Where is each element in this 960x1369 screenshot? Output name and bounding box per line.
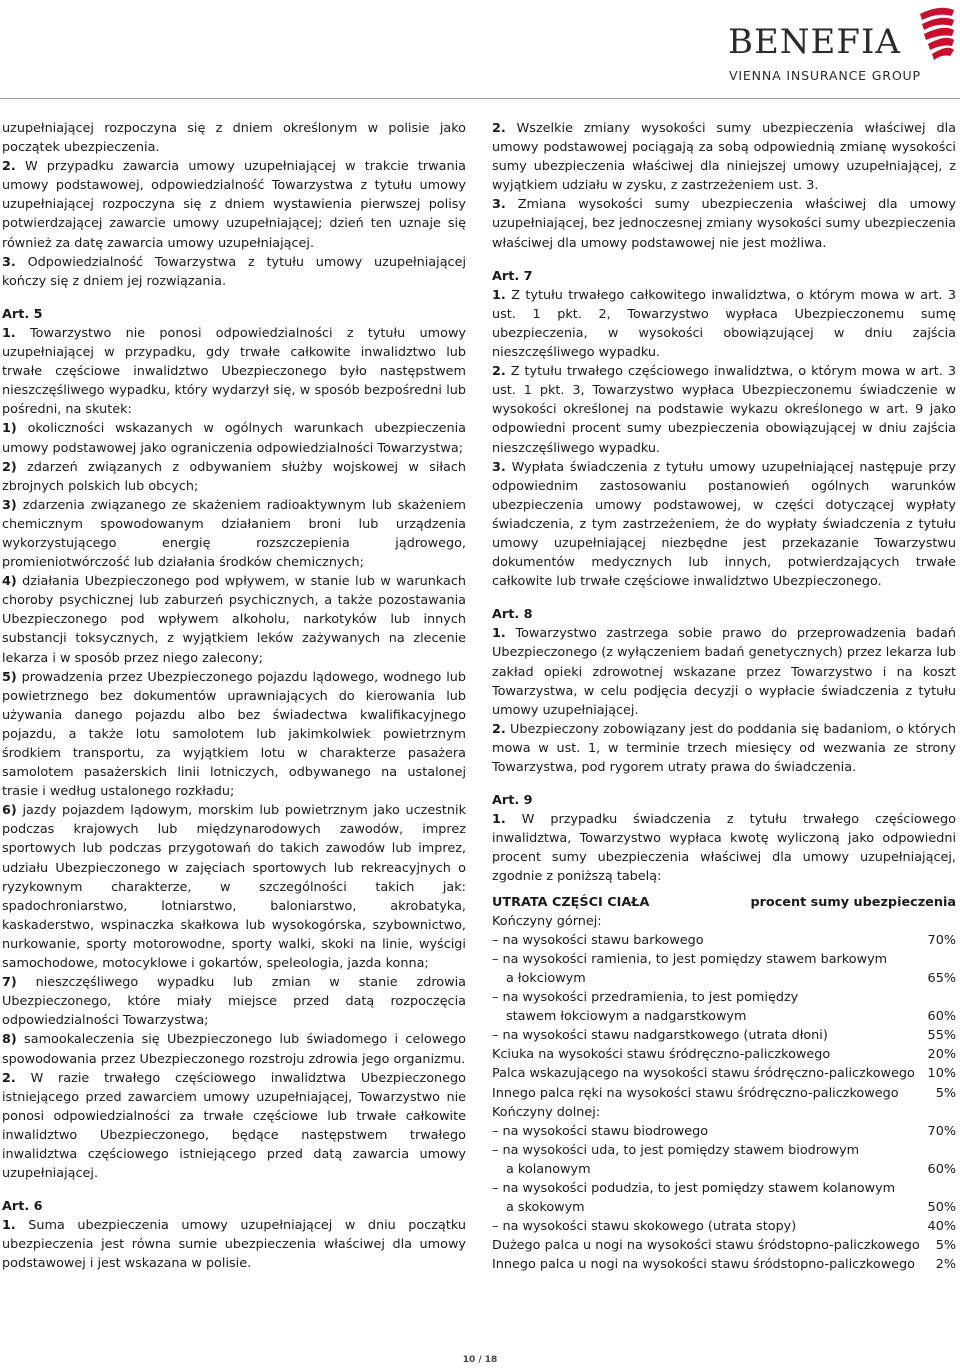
list-item: 2) zdarzeń związanych z odbywaniem służby wojskowej w siłach zbrojnych polskich lub obcych; bbox=[2, 459, 466, 494]
table-row: a kolanowym 60% bbox=[506, 1161, 956, 1177]
paragraph: 1. Suma ubezpieczenia umowy uzupełniającej w dniu początku ubezpieczenia jest równa sumie ubezpieczenia właściwej dla umowy podstawowej i jest wskazana w polisie. bbox=[2, 1218, 466, 1272]
benefia-logo bbox=[726, 4, 958, 94]
list-item: 7) nieszczęśliwego wypadku lub zmian w stanie zdrowia Ubezpieczonego, które miały miejsce przed datą rozpoczęcia odpowiedzialności Towarzystwa; bbox=[2, 975, 466, 1029]
paragraph: 1. Towarzystwo nie ponosi odpowiedzialności z tytułu umowy uzupełniającej w przypadku, gdy trwałe całkowite inwalidztwo lub trwałe częściowe inwalidztwo Ubezpieczonego było następstwem nieszczęśliwego wypadku, który wydarzył się, w sposób bezpośredni lub pośredni, na skutek: bbox=[2, 325, 466, 418]
table-row: – na wysokości stawu skokowego (utrata stopy) 40% bbox=[492, 1217, 956, 1236]
table-row: a skokowym 50% bbox=[506, 1200, 956, 1216]
table-row: – na wysokości przedramienia, to jest pomiędzy bbox=[492, 988, 956, 1007]
table-row: – na wysokości stawu nadgarstkowego (utrata dłoni) 55% bbox=[492, 1026, 956, 1045]
list-item: 3) zdarzenia związanego ze skażeniem radioaktywnym lub skażeniem chemicznym spowodowanym działaniem broni lub urządzenia wykorzystującego energię rozszczepienia jądrowego, promieniotwórczość lub działania środków chemicznych; bbox=[2, 497, 466, 571]
section-heading: Kończyny dolnej: bbox=[492, 1104, 601, 1120]
section-heading: Kończyny górnej: bbox=[492, 913, 602, 929]
paragraph: 3. Odpowiedzialność Towarzystwa z tytułu umowy uzupełniającej kończy się z dniem jej rozwiązania. bbox=[2, 254, 466, 289]
article-heading: Art. 9 bbox=[492, 793, 533, 809]
article-heading: Art. 5 bbox=[2, 306, 43, 322]
right-column bbox=[492, 119, 956, 1274]
list-item: 8) samookaleczenia się Ubezpieczonego lub świadomego i celowego spowodowania przez Ubezpieczonego rozstroju zdrowia jego organizmu. bbox=[2, 1032, 466, 1067]
left-column bbox=[2, 119, 466, 1274]
table-row: – na wysokości stawu biodrowego 70% bbox=[492, 1122, 956, 1141]
table-header-part: UTRATA CZĘŚCI CIAŁA bbox=[492, 894, 650, 910]
paragraph: 3. Zmiana wysokości sumy ubezpieczenia właściwej dla umowy uzupełniającej, bez jednoczesnej zmiany wysokości sumy ubezpieczenia właściwej dla umowy podstawowej nie jest możliwa. bbox=[492, 197, 956, 251]
table-row: Kciuka na wysokości stawu śródręczno-paliczkowego 20% bbox=[492, 1047, 956, 1063]
header-divider bbox=[0, 98, 960, 99]
logo-tagline: VIENNA INSURANCE GROUP bbox=[729, 68, 921, 83]
table-row: Innego palca u nogi na wysokości stawu śródstopno-paliczkowego 2% bbox=[492, 1257, 956, 1273]
table-row: Innego palca ręki na wysokości stawu śródręczno-paliczkowego 5% bbox=[492, 1085, 956, 1101]
article-heading: Art. 6 bbox=[2, 1199, 43, 1215]
list-item: 5) prowadzenia przez Ubezpieczonego pojazdu lądowego, wodnego lub powietrznego bez dokumentów uprawniających do kierowania lub używania danego pojazdu albo bez świadectwa kwalifikacyjnego pojazdu, a także lotu samolotem lub jakimkolwiek powietrznym środkiem transportu, za wyjątkiem lotu w charakterze pasażera samolotem pasażerskich linii lotniczych, odbywanego na ustalonej trasie i według ustalonego rozkładu; bbox=[2, 669, 466, 800]
table-row: – na wysokości podudzia, to jest pomiędzy stawem kolanowym bbox=[492, 1179, 956, 1198]
paragraph: 2. Ubezpieczony zobowiązany jest do poddania się badaniom, o których mowa w ust. 1, w terminie trzech miesięcy od wezwania ze strony Towarzystwa, pod rygorem utraty prawa do świadczenia. bbox=[492, 721, 956, 775]
table-row: Palca wskazującego na wysokości stawu śródręczno-paliczkowego 10% bbox=[492, 1066, 956, 1082]
paragraph: 1. Z tytułu trwałego całkowitego inwalidztwa, o którym mowa w art. 3 ust. 1 pkt. 2, Towarzystwo wypłaca Ubezpieczonemu sumę ubezpieczenia, w wysokości obowiązującej w dniu zajścia nieszczęśliwego wypadku. bbox=[492, 287, 956, 361]
table-header-percent: procent sumy ubezpieczenia bbox=[750, 894, 956, 910]
paragraph: 1. Towarzystwo zastrzega sobie prawo do przeprowadzenia badań Ubezpieczonego (z wyłączeniem badań genetycznych) przez lekarza lub zakład opieki zdrowotnej wskazane przez Towarzystwo i na koszt Towarzystwa, w celu podjęcia decyzji o wypłacie świadczenia z tytułu umowy uzupełniającej. bbox=[492, 626, 956, 718]
table-row: stawem łokciowym a nadgarstkowym 60% bbox=[506, 1009, 956, 1025]
paragraph: 2. W razie trwałego częściowego inwalidztwa Ubezpieczonego istniejącego przed zawarciem umowy uzupełniającej, Towarzystwo nie ponosi odpowiedzialności za trwałe częściowe lub trwałe całkowite inwalidztwo Ubezpieczonego, będące następstwem trwałego inwalidztwa częściowego istniejącego przed datą zawarcia umowy uzupełniającej. bbox=[2, 1070, 466, 1182]
page-number: 10 / 18 bbox=[462, 1355, 498, 1365]
list-item: 1) okoliczności wskazanych w ogólnych warunkach ubezpieczenia umowy podstawowej jako ograniczenia odpowiedzialności Towarzystwa; bbox=[2, 421, 466, 456]
table-header bbox=[492, 893, 956, 912]
table-row: – na wysokości uda, to jest pomiędzy stawem biodrowym bbox=[492, 1141, 956, 1160]
benefit-table bbox=[492, 893, 956, 1275]
paragraph: 2. W przypadku zawarcia umowy uzupełniającej w trakcie trwania umowy podstawowej, odpowiedzialność Towarzystwa z tytułu umowy uzupełniającej rozpoczyna się z dniem wystawienia pierwszej polisy potwierdzającej zawarcie umowy uzupełniającej; dzień ten uznaje się również za datę zawarcia umowy uzupełniającej. bbox=[2, 159, 466, 251]
paragraph: 1. W przypadku świadczenia z tytułu trwałego częściowego inwalidztwa, Towarzystwo wypłaca kwotę wyliczoną jako odpowiedni procent sumy ubezpieczenia właściwej dla umowy uzupełniającej, zgodnie z poniższą tabelą: bbox=[492, 812, 956, 885]
article-heading: Art. 7 bbox=[492, 268, 533, 284]
logo-wordmark: BENEFIA bbox=[728, 22, 901, 62]
paragraph: 2. Wszelkie zmiany wysokości sumy ubezpieczenia właściwej dla umowy podstawowej pociągają za sobą odpowiednią zmianę wysokości sumy ubezpieczenia właściwej dla niniejszej umowy uzupełniającej, z wyjątkiem udziału w zysku, z zastrzeżeniem ust. 3. bbox=[492, 121, 956, 194]
paragraph: 2. Z tytułu trwałego częściowego inwalidztwa, o którym mowa w art. 3 ust. 1 pkt. 3, Towarzystwo wypłaca Ubezpieczonemu świadczenie w wysokości określonej na podstawie wykazu określonego w art. 9 jako odpowiedni procent sumy ubezpieczenia obowiązującej w dniu zajścia nieszczęśliwego wypadku. bbox=[492, 364, 956, 456]
table-row: – na wysokości ramienia, to jest pomiędzy stawem barkowym bbox=[492, 950, 956, 969]
table-row: – na wysokości stawu barkowego 70% bbox=[492, 931, 956, 950]
paragraph: 3. Wypłata świadczenia z tytułu umowy uzupełniającej następuje przy odpowiednim zastosowaniu postanowień ogólnych warunków ubezpieczenia umowy podstawowej, w części dotyczącej wypłaty świadczenia, z tym zastrzeżeniem, że do wypłaty świadczenia z tytułu umowy uzupełniającej niezbędne jest przekazanie Towarzystwu dokumentów medycznych lub innych, potwierdzających trwałe całkowite lub trwałe częściowe inwalidztwo Ubezpieczonego. bbox=[492, 459, 956, 590]
table-row: Dużego palca u nogi na wysokości stawu śródstopno-paliczkowego 5% bbox=[492, 1238, 956, 1254]
paragraph: uzupełniającej rozpoczyna się z dniem określonym w polisie jako początek ubezpieczenia. bbox=[2, 121, 466, 156]
list-item: 4) działania Ubezpieczonego pod wpływem, w stanie lub w warunkach choroby psychicznej lub zaburzeń psychicznych, a także pozostawania Ubezpieczonego pod wpływem alkoholu, narkotyków lub innych substancji toksycznych, z wyjątkiem leków zażywanych na zlecenie lekarza i w sposób przez niego zalecony; bbox=[2, 574, 466, 666]
list-item: 6) jazdy pojazdem lądowym, morskim lub powietrznym jako uczestnik podczas krajowych lub międzynarodowych zawodów, imprez sportowych lub podczas przygotowań do takich zawodów lub imprez, udziału Ubezpieczonego w zajęciach sportowych lub rekreacyjnych o ryzykownym charakterze, w szczególności takich jak: spadochroniarstwo, lotniarstwo, baloniarstwo, akrobatyka, kaskaderstwo, wspinaczka skałkowa lub wysokogórska, szybownictwo, nurkowanie, sporty motorowodne, sporty walki, skoki na linie, wyścigi samochodowe, motocyklowe i gokartów, speleologia, jazda konna; bbox=[2, 803, 466, 972]
logo-swoosh-icon bbox=[916, 4, 956, 66]
table-row: a łokciowym 65% bbox=[506, 970, 956, 986]
article-heading: Art. 8 bbox=[492, 607, 533, 623]
